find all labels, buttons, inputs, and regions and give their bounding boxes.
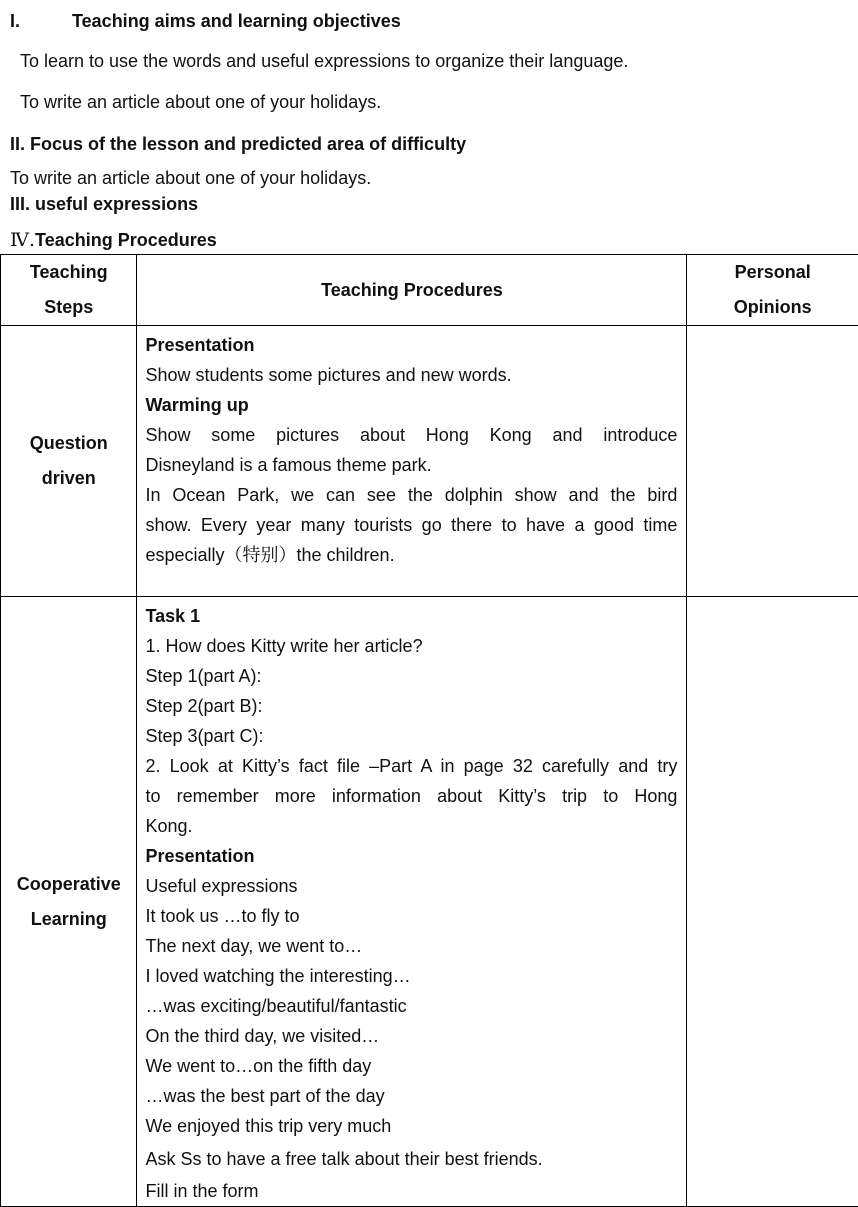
aim-item: To learn to use the words and useful expressions to organize their language.: [20, 50, 628, 72]
procedure-line: show. Every year many tourists go there to have a good time: [145, 510, 677, 540]
procedure-line: I loved watching the interesting…: [145, 961, 677, 991]
procedure-line: Show some pictures about Hong Kong and introduce: [145, 420, 677, 450]
heading-text: Teaching Procedures: [35, 230, 217, 250]
aim-item: To write an article about one of your holidays.: [20, 91, 381, 113]
header-teaching-procedures: [137, 255, 687, 326]
procedure-line: In Ocean Park, we can see the dolphin show and the bird: [145, 480, 677, 510]
step-line: Learning: [1, 902, 136, 937]
step-line: Question: [1, 426, 136, 461]
header-line: Steps: [1, 290, 136, 325]
opinion-cell: [687, 597, 858, 1207]
section-label-warming-up: Warming up: [145, 390, 677, 420]
procedure-line: Show students some pictures and new words.: [145, 360, 677, 390]
procedure-line: Useful expressions: [145, 871, 677, 901]
heading-roman-numeral: Ⅳ.: [10, 229, 35, 251]
procedure-cell: [137, 326, 687, 597]
table-row: [1, 597, 858, 1207]
header-personal-opinions: [687, 255, 858, 326]
table-row: [1, 326, 858, 597]
procedure-cell: [137, 597, 687, 1207]
heading-text: Teaching aims and learning objectives: [72, 11, 401, 31]
procedure-line: The next day, we went to…: [145, 931, 677, 961]
heading-focus: II. Focus of the lesson and predicted area of difficulty: [10, 133, 466, 155]
header-line: Opinions: [687, 290, 858, 325]
procedure-line: Step 3(part C):: [145, 721, 677, 751]
step-cell-cooperative-learning: [1, 597, 137, 1207]
header-line: Personal: [687, 255, 858, 290]
procedure-line: to remember more information about Kitty’s trip to Hong: [145, 781, 677, 811]
step-line: Cooperative: [1, 867, 136, 902]
procedure-line: Step 2(part B):: [145, 691, 677, 721]
section-label-task-1: Task 1: [145, 601, 677, 631]
procedure-line: It took us …to fly to: [145, 901, 677, 931]
heading-teaching-aims: [10, 10, 401, 32]
procedure-line: On the third day, we visited…: [145, 1021, 677, 1051]
header-line: Teaching Procedures: [137, 273, 686, 308]
procedure-line: We went to…on the fifth day: [145, 1051, 677, 1081]
table-header-row: [1, 255, 858, 326]
heading-number: I.: [10, 10, 72, 32]
step-cell-question-driven: [1, 326, 137, 597]
procedure-line: especially（特别）the children.: [145, 540, 677, 570]
procedure-line: …was the best part of the day: [145, 1081, 677, 1111]
opinion-cell: [687, 326, 858, 597]
heading-teaching-procedures: [10, 229, 217, 251]
procedure-line: Kong.: [145, 811, 677, 841]
heading-useful-expressions: III. useful expressions: [10, 193, 198, 215]
procedure-line: Ask Ss to have a free talk about their best friends.: [145, 1144, 677, 1174]
step-line: driven: [1, 461, 136, 496]
focus-text: To write an article about one of your holidays.: [10, 167, 371, 189]
procedures-table: [0, 254, 858, 1207]
procedure-line: Step 1(part A):: [145, 661, 677, 691]
section-label-presentation: Presentation: [145, 330, 677, 360]
procedure-line: …was exciting/beautiful/fantastic: [145, 991, 677, 1021]
procedure-line: We enjoyed this trip very much: [145, 1111, 677, 1141]
section-label-presentation: Presentation: [145, 841, 677, 871]
procedure-line: Disneyland is a famous theme park.: [145, 450, 677, 480]
procedure-line: 1. How does Kitty write her article?: [145, 631, 677, 661]
header-teaching-steps: [1, 255, 137, 326]
procedure-line: 2. Look at Kitty’s fact file –Part A in page 32 carefully and try: [145, 751, 677, 781]
header-line: Teaching: [1, 255, 136, 290]
procedure-line: Fill in the form: [145, 1176, 677, 1206]
